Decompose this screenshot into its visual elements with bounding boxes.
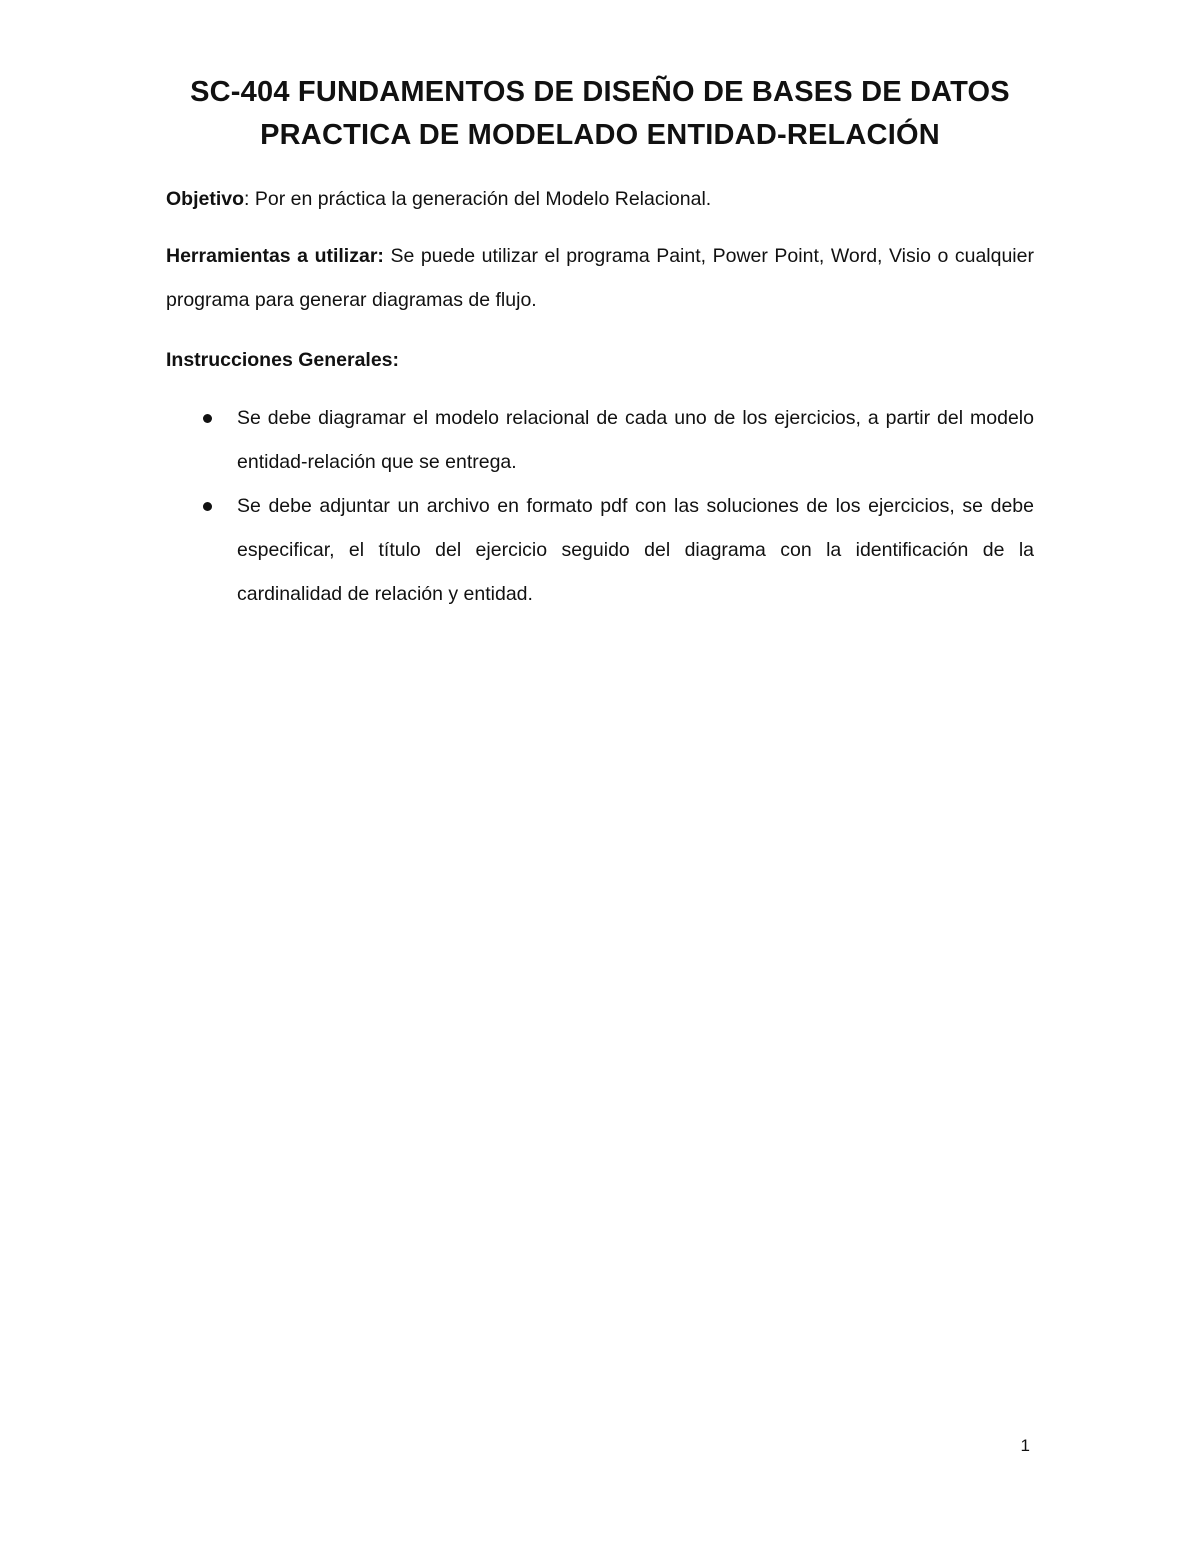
objective-paragraph xyxy=(166,177,1034,221)
instructions-heading xyxy=(166,338,1034,382)
list-item-text: Se debe adjuntar un archivo en formato pdf con las soluciones de los ejercicios, se debe especificar, el título del ejercicio seguido del diagrama con la identificación de la cardinalidad de relación y entidad. xyxy=(237,495,1034,605)
bullet-icon xyxy=(203,502,212,511)
bullet-icon xyxy=(203,414,212,423)
tools-label: Herramientas a utilizar: xyxy=(166,245,384,267)
tools-text: Se puede utilizar el programa Paint, Power Point, Word, Visio o cualquier programa para generar diagramas de flujo. xyxy=(166,245,1034,311)
objective-label: Objetivo xyxy=(166,188,245,210)
list-item xyxy=(237,396,1034,484)
document-title-line-2: PRACTICA DE MODELADO ENTIDAD-RELACIÓN xyxy=(260,119,940,151)
tools-paragraph xyxy=(166,234,1034,322)
objective-separator: : xyxy=(244,188,250,210)
instructions-list xyxy=(0,396,1200,616)
list-item-text: Se debe diagramar el modelo relacional de cada uno de los ejercicios, a partir del modelo entidad-relación que se entrega. xyxy=(237,407,1034,473)
page-number: 1 xyxy=(1020,1436,1030,1455)
objective-text: Por en práctica la generación del Modelo Relacional. xyxy=(249,188,712,210)
instructions-heading-text: Instrucciones Generales: xyxy=(166,349,400,371)
document-title-line-1: SC-404 FUNDAMENTOS DE DISEÑO DE BASES DE DATOS xyxy=(190,76,1010,108)
list-item xyxy=(237,484,1034,616)
